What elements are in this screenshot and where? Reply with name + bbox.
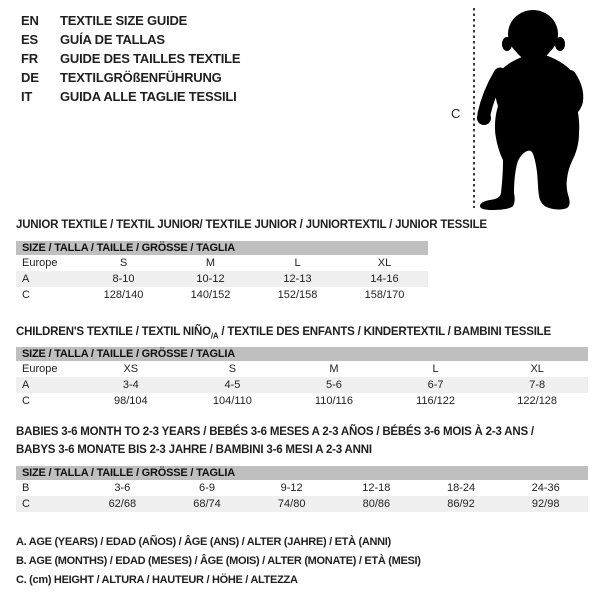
row-label: C bbox=[22, 289, 30, 301]
size-cell: XL bbox=[530, 363, 544, 375]
measure-legend bbox=[16, 536, 421, 593]
language-row-de bbox=[21, 68, 240, 87]
age-cell: 3-6 bbox=[114, 482, 131, 494]
children-section-title bbox=[16, 323, 551, 345]
height-cell: 62/68 bbox=[108, 498, 137, 510]
children-title-post: / TEXTILE DES ENFANTS / KINDERTEXTIL / BAMBINI TESSILE bbox=[218, 326, 551, 338]
size-cell: M bbox=[205, 257, 216, 269]
height-cell: 68/74 bbox=[193, 498, 221, 510]
language-row-it bbox=[21, 87, 240, 106]
height-cell: 140/152 bbox=[190, 289, 231, 301]
row-label: A bbox=[22, 273, 30, 285]
row-label: A bbox=[22, 379, 30, 391]
age-cell: 14-16 bbox=[370, 273, 399, 285]
age-cell: 4-5 bbox=[224, 379, 241, 391]
language-code: EN bbox=[21, 13, 39, 28]
age-cell: 10-12 bbox=[196, 273, 225, 285]
size-header-bar: SIZE / TALLA / TAILLE / GRÖSSE / TAGLIA bbox=[16, 241, 428, 255]
age-cell: 12-18 bbox=[362, 482, 391, 494]
babies-size-table bbox=[16, 466, 588, 512]
size-header-bar: SIZE / TALLA / TAILLE / GRÖSSE / TAGLIA bbox=[16, 466, 588, 480]
babies-title-line1: BABIES 3-6 MONTH TO 2-3 YEARS / BEBÉS 3-6 MESES A 2-3 AÑOS / BÉBÉS 3-6 MOIS À 2-3 ANS / bbox=[16, 426, 534, 438]
height-cell: 104/110 bbox=[212, 395, 252, 407]
table-row-age bbox=[16, 377, 588, 393]
table-row-age-months bbox=[16, 480, 588, 496]
height-cell: 152/158 bbox=[277, 289, 318, 301]
row-label: C bbox=[22, 498, 30, 510]
language-title: TEXTILGRÖßENFÜHRUNG bbox=[60, 70, 222, 85]
age-cell: 9-12 bbox=[280, 482, 303, 494]
height-cell: 80/86 bbox=[362, 498, 391, 510]
language-row-es bbox=[21, 30, 240, 49]
language-title-list bbox=[21, 11, 240, 106]
age-cell: 7-8 bbox=[529, 379, 546, 391]
children-title-pre: CHILDREN'S TEXTILE / TEXTIL NIÑO bbox=[16, 326, 211, 338]
babies-title-line2: BABYS 3-6 MONATE BIS 2-3 JAHRE / BAMBINI 3-6 MESI A 2-3 ANNI bbox=[16, 444, 372, 456]
row-label: Europe bbox=[22, 257, 58, 269]
age-cell: 5-6 bbox=[326, 379, 342, 391]
size-cell: L bbox=[432, 363, 439, 375]
language-row-en bbox=[21, 11, 240, 30]
height-cell: 122/128 bbox=[517, 395, 558, 407]
table-row-europe bbox=[16, 361, 588, 377]
age-cell: 8-10 bbox=[112, 273, 135, 285]
age-cell: 6-7 bbox=[427, 379, 444, 391]
junior-section-title: JUNIOR TEXTILE / TEXTIL JUNIOR/ TEXTILE JUNIOR / JUNIORTEXTIL / JUNIOR TESSILE bbox=[16, 219, 487, 231]
toddler-silhouette-icon bbox=[470, 2, 600, 214]
legend-line-b: B. AGE (MONTHS) / EDAD (MESES) / ÂGE (MOIS) / ALTER (MONATE) / ETÀ (MESI) bbox=[16, 555, 421, 567]
row-label: C bbox=[22, 395, 30, 407]
children-title-sub: /A bbox=[210, 331, 219, 341]
age-cell: 18-24 bbox=[446, 482, 476, 494]
height-cell: 116/122 bbox=[416, 395, 456, 407]
size-cell: XL bbox=[377, 257, 392, 269]
height-cell: 158/170 bbox=[364, 289, 405, 301]
size-cell: S bbox=[228, 363, 237, 375]
babies-section-title bbox=[16, 423, 534, 459]
language-title: GUIDE DES TAILLES TEXTILE bbox=[60, 51, 241, 66]
row-label: Europe bbox=[22, 363, 58, 375]
table-row-height bbox=[16, 496, 588, 512]
age-cell: 6-9 bbox=[199, 482, 215, 494]
language-code: DE bbox=[21, 70, 39, 85]
size-cell: L bbox=[294, 257, 301, 269]
language-title: TEXTILE SIZE GUIDE bbox=[60, 13, 188, 28]
language-title: GUIDA ALLE TAGLIE TESSILI bbox=[60, 89, 237, 104]
size-cell: M bbox=[329, 363, 339, 375]
height-cell: 92/98 bbox=[531, 498, 560, 510]
table-row-age bbox=[16, 271, 428, 287]
table-row-height bbox=[16, 287, 428, 303]
age-cell: 24-36 bbox=[531, 482, 560, 494]
height-cell: 86/92 bbox=[447, 498, 475, 510]
size-cell: S bbox=[119, 257, 128, 269]
language-row-fr bbox=[21, 49, 240, 68]
height-cell: 74/80 bbox=[277, 498, 306, 510]
age-cell: 3-4 bbox=[122, 379, 139, 391]
size-cell: XS bbox=[123, 363, 139, 375]
children-size-table bbox=[16, 347, 588, 409]
junior-size-table bbox=[16, 241, 428, 303]
height-measure-label: C bbox=[451, 106, 461, 121]
table-row-height bbox=[16, 393, 588, 409]
language-code: FR bbox=[21, 51, 38, 66]
language-title: GUÍA DE TALLAS bbox=[60, 32, 165, 47]
language-code: ES bbox=[21, 32, 38, 47]
age-cell: 12-13 bbox=[283, 273, 312, 285]
table-row-europe bbox=[16, 255, 428, 271]
language-code: IT bbox=[21, 89, 33, 104]
height-cell: 110/116 bbox=[314, 395, 354, 407]
row-label: B bbox=[22, 482, 30, 494]
legend-line-a: A. AGE (YEARS) / EDAD (AÑOS) / ÂGE (ANS) / ALTER (JAHRE) / ETÀ (ANNI) bbox=[16, 536, 391, 548]
size-header-bar: SIZE / TALLA / TAILLE / GRÖSSE / TAGLIA bbox=[16, 347, 588, 361]
legend-line-c: C. (cm) HEIGHT / ALTURA / HAUTEUR / HÖHE / ALTEZZA bbox=[16, 574, 298, 586]
height-cell: 98/104 bbox=[113, 395, 148, 407]
height-cell: 128/140 bbox=[103, 289, 144, 301]
